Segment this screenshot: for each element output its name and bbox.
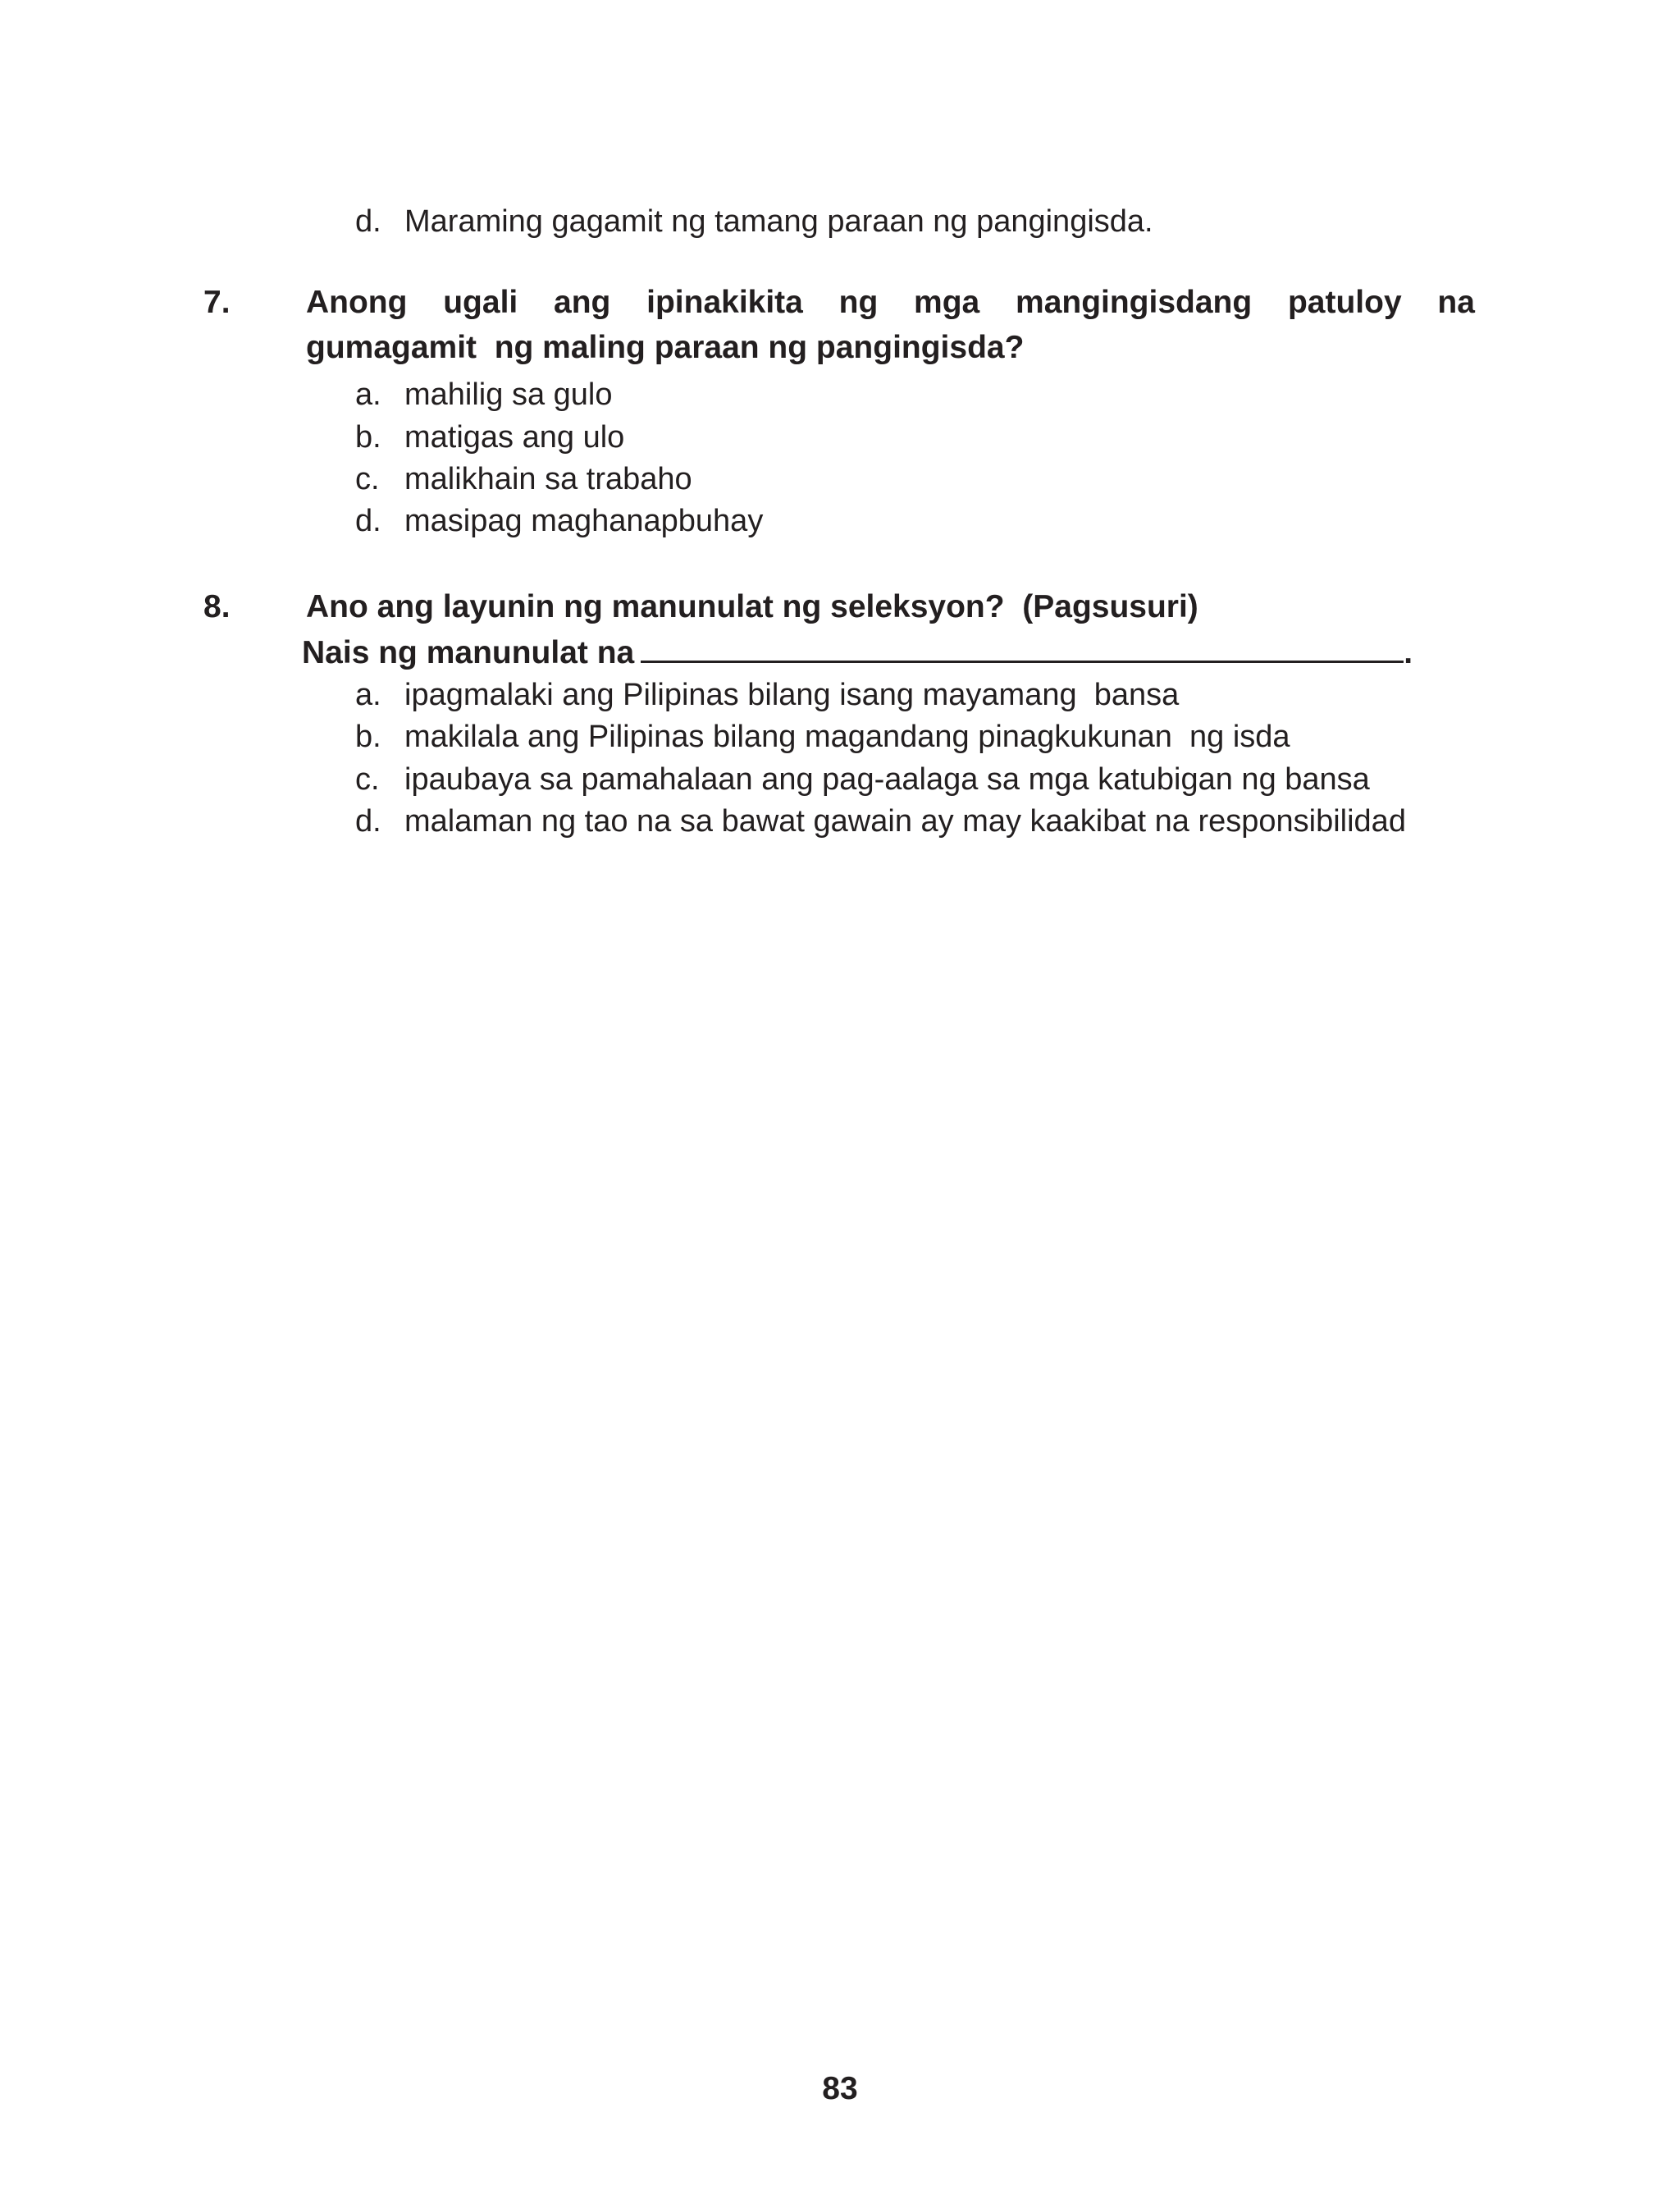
option-letter: d. [355,804,381,839]
word: patuloy [1287,285,1402,320]
option-text: makilala ang Pilipinas bilang magandang pinagkukunan ng isda [404,720,1290,754]
option-text: Maraming gagamit ng tamang paraan ng pangingisda. [404,204,1153,239]
prompt-end: . [1404,635,1413,670]
question-number: 8. [203,589,231,624]
option-text: matigas ang ulo [404,420,625,455]
option-text: masipag maghanapbuhay [404,504,764,538]
answer-prompt [302,629,1413,674]
option-letter: b. [355,420,381,455]
option-letter: d. [355,204,381,239]
question-number: 7. [203,285,231,320]
page-number: 83 [822,2071,858,2106]
option-letter: a. [355,678,381,712]
word: ugali [443,285,518,320]
word: mga [914,285,980,320]
option-text: mahilig sa gulo [404,377,613,412]
word: na [1437,285,1475,320]
question-text: Ano ang layunin ng manunulat ng seleksyon? (Pagsusuri) [306,589,1198,624]
word: ipinakikita [646,285,803,320]
option-letter: b. [355,720,381,754]
option-letter: c. [355,762,380,797]
option-text: malikhain sa trabaho [404,462,692,496]
option-letter: a. [355,377,381,412]
word: Anong [306,285,408,320]
word: ang [554,285,611,320]
option-letter: c. [355,462,380,496]
word: ng [838,285,879,320]
option-text: ipaubaya sa pamahalaan ang pag-aalaga sa mga katubigan ng bansa [404,762,1370,797]
option-text: malaman ng tao na sa bawat gawain ay may kaakibat na responsibilidad [404,804,1406,839]
option-letter: d. [355,504,381,538]
prompt-text: Nais ng manunulat na [302,635,635,670]
question-text-line-1 [306,281,1475,324]
word: mangingisdang [1016,285,1253,320]
option-text: ipagmalaki ang Pilipinas bilang isang mayamang bansa [404,678,1180,712]
question-text-line-2: gumagamit ng maling paraan ng pangingisda? [306,330,1025,365]
answer-blank[interactable] [641,629,1404,663]
